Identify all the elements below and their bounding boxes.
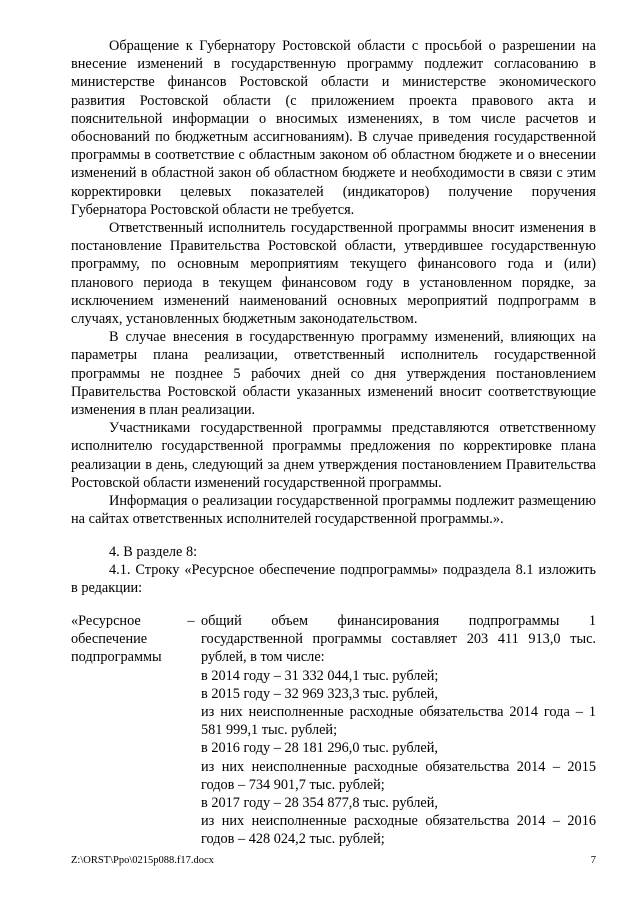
resource-label	[71, 612, 181, 849]
resource-table	[71, 612, 596, 849]
paragraph: Информация о реализации государственной программы подлежит размещению на сайтах ответственных исполнителей государственной программы.».	[71, 493, 596, 528]
paragraph: Участниками государственной программы представляются ответственному исполнителю государственной программы предложения по корректировке плана реализации в день, следующий за днем утверждения постановлением Правительства Ростовской области изменений государственной программы.	[71, 420, 596, 491]
document-body	[71, 37, 596, 528]
section-heading-block	[71, 543, 596, 598]
resource-item: в 2017 году – 28 354 877,8 тыс. рублей,	[201, 795, 438, 812]
resource-dash: –	[187, 613, 195, 629]
resource-item: в 2014 году – 31 332 044,1 тыс. рублей;	[201, 667, 439, 684]
resource-label-line: «Ресурсное	[71, 613, 141, 629]
resource-item: в 2015 году – 32 969 323,3 тыс. рублей,	[201, 685, 438, 702]
resource-item: из них неисполненные расходные обязательства 2014 – 2015 годов – 734 901,7 тыс. рублей;	[201, 758, 596, 793]
resource-label-line: подпрограммы	[71, 649, 162, 666]
footer-file-path: Z:\ORST\Ppo\0215p088.f17.docx	[71, 855, 214, 866]
resource-item: общий объем финансирования подпрограммы 1 государственной программы составляет 203 411 913,0 тыс. рублей, в том числе:	[201, 613, 596, 666]
resource-item: из них неисполненные расходные обязательства 2014 – 2016 годов – 428 024,2 тыс. рублей;	[201, 813, 596, 848]
section-subheading: 4.1. Строку «Ресурсное обеспечение подпрограммы» подраздела 8.1 изложить в редакции:	[71, 562, 596, 597]
paragraph: Ответственный исполнитель государственной программы вносит изменения в постановление Правительства Ростовской области, утвердившее государственную программу, по основным мероприятиям текущего финансового года и (или) планового периода в текущем финансовом году в установленном порядке, за исключением изменений наименований основных мероприятий подпрограмм в случаях, установленных бюджетным законодательством.	[71, 220, 596, 328]
resource-items	[201, 612, 596, 849]
paragraph: Обращение к Губернатору Ростовской области с просьбой о разрешении на внесение изменений в государственную программу подлежит согласованию в министерстве финансов Ростовской области и министерстве экономического развития Ростовской области (с приложением проекта правового акта и пояснительной информации о вносимых изменениях, в том числе расчетов и обоснований по бюджетным ассигнованиям). В случае приведения государственной программы в соответствие с областным законом об областном бюджете и о внесении изменений в областной закон об областном бюджете и необходимости в связи с этим корректировки целевых показателей (индикаторов) получение поручения Губернатора Ростовской области не требуется.	[71, 38, 596, 218]
section-heading: 4. В разделе 8:	[109, 544, 198, 560]
paragraph: В случае внесения в государственную программу изменений, влияющих на параметры плана реализации, ответственный исполнитель государственной программы не позднее 5 рабочих дней со дня утверждения постановлением Правительства Ростовской области указанных изменений вносит соответствующие изменения в план реализации.	[71, 329, 596, 419]
resource-item: в 2016 году – 28 181 296,0 тыс. рублей,	[201, 740, 438, 757]
resource-item: из них неисполненные расходные обязательства 2014 года – 1 581 999,1 тыс. рублей;	[201, 704, 596, 739]
resource-label-line: обеспечение	[71, 631, 148, 648]
page-number: 7	[590, 855, 596, 866]
